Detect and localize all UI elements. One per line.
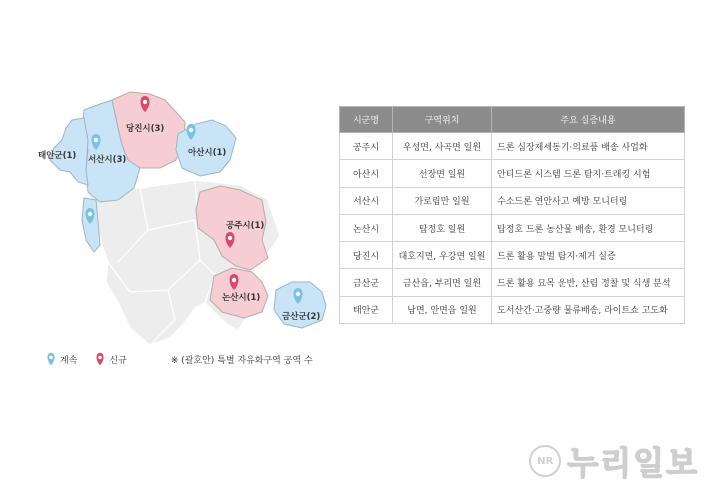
label-gongju: 공주시(1): [226, 221, 265, 231]
cell-city: 당진시: [340, 242, 393, 269]
cell-city: 논산시: [340, 214, 393, 241]
watermark-logo: [529, 438, 699, 484]
cell-content: 수소드론 연안사고 예방 모니터링: [492, 187, 685, 214]
cell-content: 드론 활용 말벌 탐지·제거 실증: [492, 242, 685, 269]
table-row: [340, 160, 685, 187]
label-taean: 태안군(1): [38, 151, 77, 161]
table-row: [340, 269, 685, 296]
table-row: [340, 242, 685, 269]
cell-content: 드론 심장제세동기·의료품 배송 사업화: [492, 133, 685, 160]
table-row: [340, 133, 685, 160]
cell-location: 대호지면, 우강면 일원: [393, 242, 492, 269]
cell-location: 탑정호 일원: [393, 214, 492, 241]
label-asan: 아산시(1): [188, 148, 227, 158]
cell-content: 탑정호 드론 농산물 배송, 환경 모니터링: [492, 214, 685, 241]
header-city: 시군명: [340, 107, 393, 133]
pin-red-icon: [95, 352, 105, 366]
watermark-text: 누리일보: [567, 444, 699, 482]
cell-location: 선장면 일원: [393, 160, 492, 187]
label-nonsan: 논산시(1): [222, 293, 261, 303]
cell-location: 금산읍, 부리면 일원: [393, 269, 492, 296]
cell-city: 서산시: [340, 187, 393, 214]
label-geumsan: 금산군(2): [282, 312, 321, 322]
label-seosan: 서산시(3): [88, 155, 127, 165]
nr-badge: NR: [529, 445, 561, 477]
legend-new-label: 신규: [109, 355, 127, 366]
label-dangjin: 당진시(3): [126, 124, 165, 134]
table-header-row: [340, 107, 685, 133]
cell-content: 도서산간·고중량 물류배송, 라이트쇼 고도화: [492, 296, 685, 323]
cell-location: 우성면, 사곡면 일원: [393, 133, 492, 160]
zone-table: [339, 106, 685, 324]
cell-content: 안티드론 시스템 드론 탐지·트래킹 시험: [492, 160, 685, 187]
header-content: 주요 실증내용: [492, 107, 685, 133]
cell-location: 남면, 안면읍 일원: [393, 296, 492, 323]
cell-city: 아산시: [340, 160, 393, 187]
cell-city: 태안군: [340, 296, 393, 323]
legend-continuing: [46, 352, 77, 366]
table-row: [340, 214, 685, 241]
legend-continuing-label: 계속: [60, 355, 78, 366]
cell-content: 드론 활용 묘목 운반, 산림 정찰 및 식생 분석: [492, 269, 685, 296]
legend-note: ※ (괄호안) 특별 자유화구역 공역 수: [170, 355, 313, 366]
legend-new: [95, 352, 126, 366]
cell-city: 공주시: [340, 133, 393, 160]
pin-blue-icon: [46, 352, 56, 366]
table-row: [340, 187, 685, 214]
map-legend: [46, 352, 313, 366]
cell-location: 가로림만 일원: [393, 187, 492, 214]
cell-city: 금산군: [340, 269, 393, 296]
header-location: 구역위치: [393, 107, 492, 133]
table-row: [340, 296, 685, 323]
